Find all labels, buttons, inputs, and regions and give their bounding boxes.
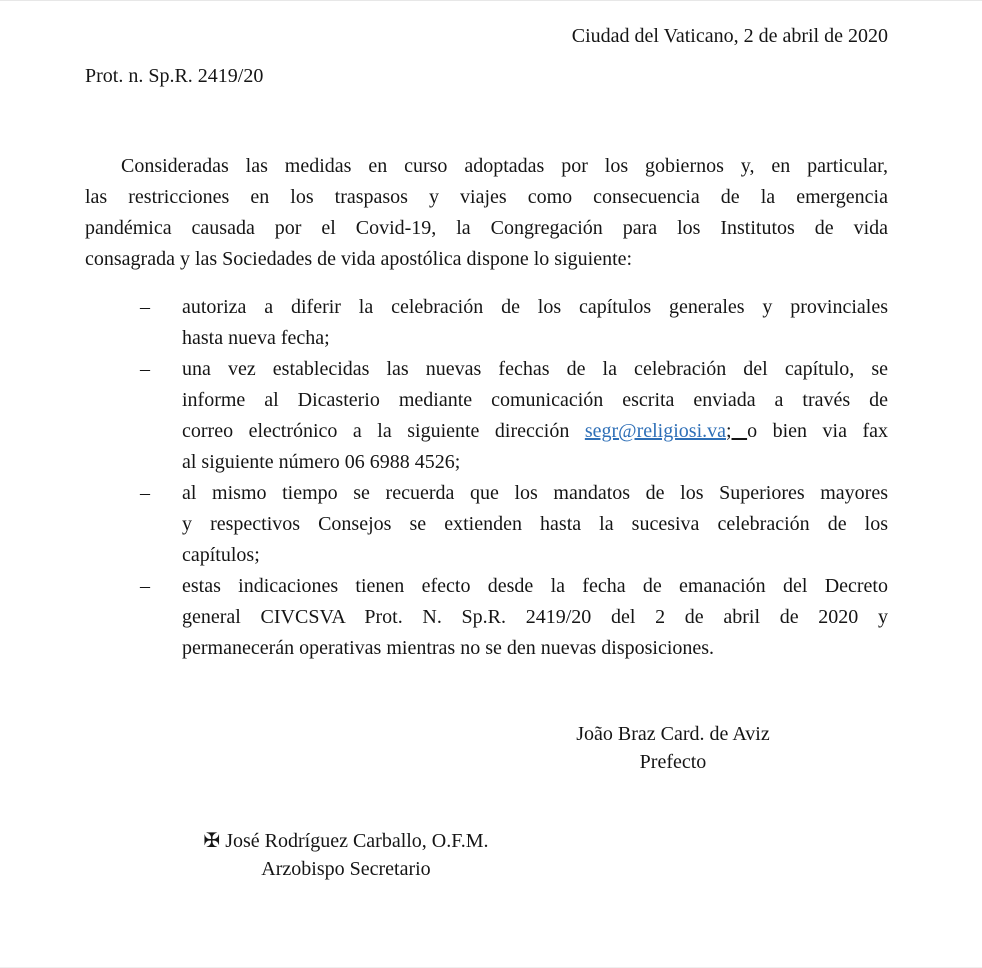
provision-line — [182, 323, 888, 354]
provision-line — [182, 416, 888, 447]
provision-line — [182, 354, 888, 385]
paragraph-line: las restricciones en los traspasos y viajes como consecuencia de la emergencia — [85, 186, 888, 208]
provision-list — [85, 292, 888, 664]
dash-bullet-marker: – — [140, 575, 150, 597]
secretary-name-line — [176, 827, 516, 855]
text-run: autoriza a diferir la celebración de los capítulos generales y provinciales — [182, 296, 888, 318]
text-run: estas indicaciones tienen efecto desde la fecha de emanación del Decreto — [182, 575, 888, 597]
email-link[interactable]: segr@religiosi.va — [584, 420, 727, 442]
secretary-title: Arzobispo Secretario — [261, 858, 431, 880]
text-run: capítulos; — [182, 544, 260, 566]
signature-secretary — [176, 827, 516, 883]
protocol-number: Prot. n. Sp.R. 2419/20 — [85, 65, 264, 87]
text-run: o bien via fax — [747, 420, 888, 442]
episcopal-cross-icon: ✠ — [203, 830, 221, 852]
opening-paragraph — [85, 151, 888, 275]
text-run: al siguiente número 06 6988 4526; — [182, 451, 461, 473]
text-run: al mismo tiempo se recuerda que los mandatos de los Superiores mayores — [182, 482, 888, 504]
provision-line — [182, 478, 888, 509]
provision-item — [85, 292, 888, 354]
secretary-name: José Rodríguez Carballo, O.F.M. — [225, 830, 489, 852]
paragraph-line: pandémica causada por el Covid-19, la Congregación para los Institutos de vida — [85, 217, 888, 239]
dash-bullet-marker: – — [140, 482, 150, 504]
signature-prefect — [557, 720, 789, 776]
provision-line — [182, 602, 888, 633]
text-run: informe al Dicasterio mediante comunicación escrita enviada a través de — [182, 389, 888, 411]
text-run: una vez establecidas las nuevas fechas de la celebración del capítulo, se — [182, 358, 888, 380]
provision-item — [85, 478, 888, 571]
paragraph-line: consagrada y las Sociedades de vida apostólica dispone lo siguiente: — [85, 248, 633, 270]
underlined-text: ; — [726, 420, 748, 442]
provision-line — [182, 540, 888, 571]
text-run: general CIVCSVA Prot. N. Sp.R. 2419/20 del 2 de abril de 2020 y — [182, 606, 888, 628]
provision-line — [182, 571, 888, 602]
prefect-name: João Braz Card. de Aviz — [576, 723, 770, 745]
dash-bullet-marker: – — [140, 296, 150, 318]
text-run: correo electrónico a la siguiente dirección — [182, 420, 585, 442]
provision-line — [182, 385, 888, 416]
prefect-title: Prefecto — [639, 751, 707, 773]
provision-item — [85, 571, 888, 664]
provision-item — [85, 354, 888, 478]
paragraph-line: Consideradas las medidas en curso adoptadas por los gobiernos y, en particular, — [121, 155, 888, 177]
date-line: Ciudad del Vaticano, 2 de abril de 2020 — [571, 25, 888, 47]
dash-bullet-marker: – — [140, 358, 150, 380]
provision-line — [182, 292, 888, 323]
provision-line — [182, 509, 888, 540]
text-run: hasta nueva fecha; — [182, 327, 330, 349]
provision-line — [182, 447, 888, 478]
provision-line — [182, 633, 888, 664]
text-run: y respectivos Consejos se extienden hasta la sucesiva celebración de los — [182, 513, 888, 535]
text-run: permanecerán operativas mientras no se den nuevas disposiciones. — [182, 637, 715, 659]
